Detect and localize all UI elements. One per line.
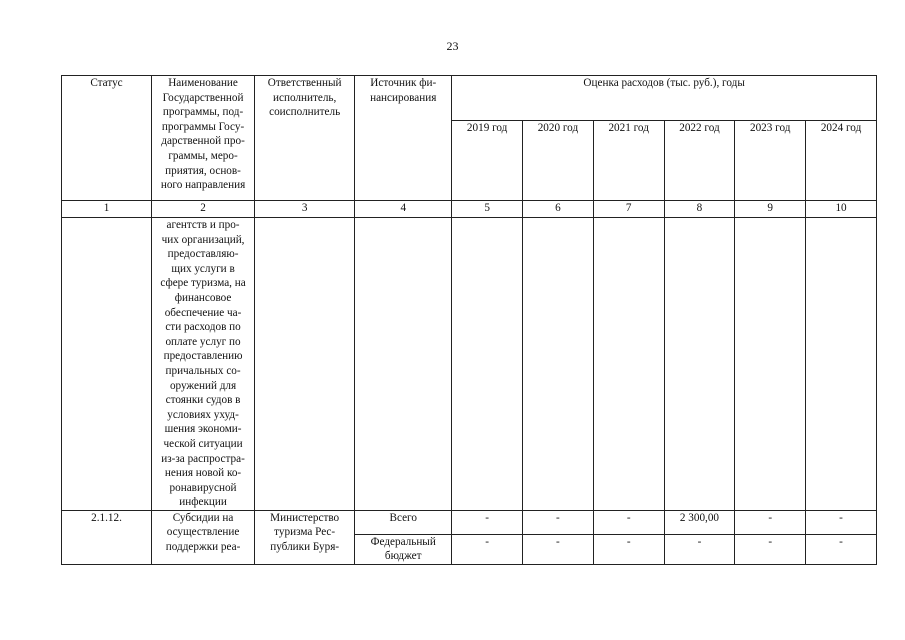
header-responsible-line: исполнитель, (273, 91, 337, 104)
value-cell: - (593, 510, 664, 534)
continuation-line: обеспечение ча- (164, 306, 242, 319)
source-federal-line: Федеральный (370, 535, 436, 548)
header-responsible-line: соисполнитель (269, 106, 341, 119)
row-responsible-line: туризма Рес- (274, 526, 336, 539)
continuation-line: инфекции (179, 496, 227, 509)
year-2022: 2022 год (664, 121, 735, 201)
year-2024: 2024 год (806, 121, 877, 201)
column-number: 2 (151, 201, 254, 218)
header-name-line: Государственной (162, 91, 244, 104)
header-name-line: дарственной про- (161, 135, 245, 148)
continuation-line: нения новой ко- (164, 467, 242, 480)
continuation-line: стоянки судов в (165, 394, 241, 407)
value-cell: - (735, 510, 806, 534)
column-number: 7 (593, 201, 664, 218)
continuation-line: агентств и про- (166, 219, 240, 231)
header-name-line: граммы, меро- (168, 149, 238, 162)
continuation-line: щих услуги в (171, 262, 235, 275)
header-name-line: приятия, основ- (165, 164, 241, 177)
year-2023: 2023 год (735, 121, 806, 201)
row-responsible-line: Министерство (270, 511, 340, 524)
column-number: 9 (735, 201, 806, 218)
row-responsible (255, 510, 355, 564)
continuation-cell (735, 218, 806, 511)
continuation-line: предоставляю- (167, 248, 239, 261)
continuation-line: финансовое (174, 291, 232, 304)
continuation-line: условиях ухуд- (167, 408, 239, 421)
year-2019: 2019 год (452, 121, 523, 201)
source-federal (355, 534, 452, 564)
value-cell: - (452, 534, 523, 564)
header-source (355, 76, 452, 201)
header-name-line: программы Госу- (161, 120, 245, 133)
column-number: 3 (255, 201, 355, 218)
continuation-line: ческой ситуации (163, 437, 243, 450)
continuation-line: ронавирусной (169, 481, 237, 494)
header-source-line: нансирования (370, 91, 437, 104)
budget-table (61, 75, 877, 565)
continuation-line: причальных со- (165, 364, 241, 377)
value-cell: - (735, 534, 806, 564)
value-cell: - (806, 510, 877, 534)
header-name-line: ного направления (160, 179, 246, 192)
header-responsible (255, 76, 355, 201)
continuation-status (62, 218, 152, 511)
value-cell: - (452, 510, 523, 534)
continuation-line: оплате услуг по (165, 335, 241, 348)
year-2021: 2021 год (593, 121, 664, 201)
column-number: 8 (664, 201, 735, 218)
row-name-line: Субсидии на (172, 511, 234, 524)
continuation-cell (255, 218, 355, 511)
value-cell: - (523, 534, 594, 564)
continuation-cell (664, 218, 735, 511)
row-responsible-line: публики Буря- (270, 541, 340, 554)
continuation-cell (806, 218, 877, 511)
header-name-line: Наименование (168, 77, 238, 89)
header-row (62, 76, 877, 121)
value-cell: - (523, 510, 594, 534)
source-total: Всего (355, 510, 452, 534)
continuation-line: из-за распростра- (161, 452, 245, 465)
header-status: Статус (62, 76, 152, 201)
year-2020: 2020 год (523, 121, 594, 201)
column-number-row (62, 201, 877, 218)
value-cell: - (664, 534, 735, 564)
row-name-line: поддержки реа- (165, 541, 241, 554)
continuation-cell (355, 218, 452, 511)
column-number: 1 (62, 201, 152, 218)
source-federal-line: бюджет (384, 550, 422, 563)
continuation-line: оружений для (169, 379, 237, 392)
continuation-cell (523, 218, 594, 511)
row-name-line: осуществление (166, 526, 240, 539)
continuation-line: сфере туризма, на (160, 277, 246, 290)
header-name-line: программы, под- (162, 106, 244, 119)
header-responsible-line: Ответственный (267, 77, 342, 89)
header-name (151, 76, 254, 201)
column-number: 10 (806, 201, 877, 218)
continuation-line: предоставлению (163, 350, 243, 363)
continuation-row (62, 218, 877, 511)
column-number: 5 (452, 201, 523, 218)
value-cell: - (806, 534, 877, 564)
row-2-1-12-total (62, 510, 877, 534)
continuation-line: шения экономи- (164, 423, 242, 436)
column-number: 4 (355, 201, 452, 218)
value-cell: - (593, 534, 664, 564)
header-source-line: Источник фи- (370, 77, 437, 89)
continuation-cell (452, 218, 523, 511)
page-number: 23 (446, 39, 459, 53)
continuation-line: сти расходов по (165, 321, 241, 334)
continuation-cell (593, 218, 664, 511)
row-status: 2.1.12. (62, 510, 152, 564)
row-name (151, 510, 254, 564)
continuation-line: чих организаций, (161, 233, 245, 246)
column-number: 6 (523, 201, 594, 218)
value-cell: 2 300,00 (664, 510, 735, 534)
header-estimate: Оценка расходов (тыс. руб.), годы (452, 76, 877, 121)
continuation-name (151, 218, 254, 511)
